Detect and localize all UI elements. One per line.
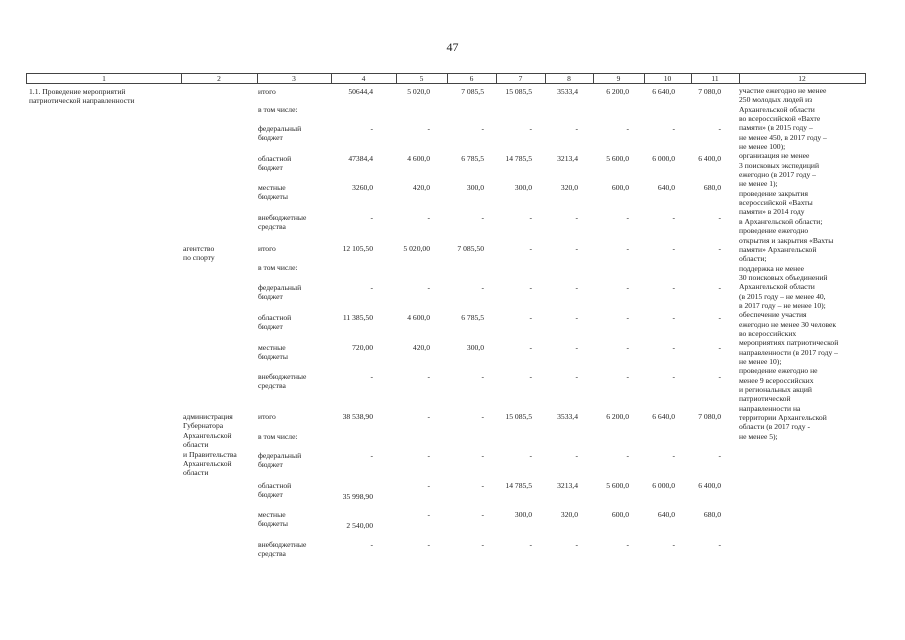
- row-label: бюджеты: [258, 192, 288, 202]
- table-cell-value: 5 600,0: [606, 481, 629, 490]
- table-cell-value: 420,0: [412, 183, 430, 192]
- table-cell-value: -: [575, 343, 578, 352]
- result-line: области (в 2017 году -: [739, 422, 810, 432]
- header-separator: [396, 74, 397, 83]
- table-cell-value: -: [529, 372, 532, 381]
- table-cell-value: 680,0: [703, 510, 721, 519]
- table-cell-value: 6 785,5: [461, 154, 484, 163]
- table-cell-value: -: [718, 244, 721, 253]
- row-label: в том числе:: [258, 105, 298, 114]
- table-cell-value: -: [672, 124, 675, 133]
- header-separator: [691, 74, 692, 83]
- header-separator: [545, 74, 546, 83]
- table-cell-value: 14 785,5: [505, 154, 532, 163]
- table-cell-value: -: [427, 124, 430, 133]
- table-cell-value: -: [370, 124, 373, 133]
- result-line: направленности на: [739, 403, 801, 413]
- table-cell-value: -: [575, 372, 578, 381]
- table-cell-value: -: [370, 213, 373, 222]
- result-line: в 2017 году – не менее 10);: [739, 300, 826, 310]
- table-cell-value: 3260,0: [352, 183, 373, 192]
- table-cell-value: 6 400,0: [698, 481, 721, 490]
- row-label: средства: [258, 549, 286, 559]
- table-cell-value: -: [672, 313, 675, 322]
- table-cell-value: -: [718, 343, 721, 352]
- table-cell-value: 14 785,5: [505, 481, 532, 490]
- result-line: всероссийской «Вахты: [739, 198, 813, 208]
- result-line: не менее 5);: [739, 431, 778, 441]
- header-cell-7: 7: [518, 74, 523, 83]
- table-cell-value: -: [626, 540, 629, 549]
- header-cell-3: 3: [292, 74, 296, 83]
- header-separator: [739, 74, 740, 83]
- table-cell-value: 6 785,5: [461, 313, 484, 322]
- row-label: бюджет: [258, 133, 283, 143]
- table-cell-value: -: [370, 283, 373, 292]
- result-line: открытия и закрытия «Вахты: [739, 235, 834, 245]
- table-cell-value: -: [370, 540, 373, 549]
- result-line: 250 молодых людей из: [739, 95, 813, 105]
- table-cell-value: -: [626, 213, 629, 222]
- table-cell-value: 6 000,0: [652, 154, 675, 163]
- result-line: Архангельской области: [739, 104, 815, 114]
- agency-name: Губернатора: [183, 421, 224, 431]
- header-separator: [447, 74, 448, 83]
- result-line: мероприятиях патриотической: [739, 338, 839, 348]
- table-cell-value: -: [427, 412, 430, 421]
- row-label: областной: [258, 313, 292, 322]
- agency-name: Архангельской: [183, 459, 232, 468]
- agency-name: Архангельской: [183, 430, 232, 440]
- row-label: бюджет: [258, 322, 283, 332]
- table-cell-value: -: [370, 451, 373, 460]
- result-line: и региональных акций: [739, 385, 812, 394]
- row-label: средства: [258, 222, 286, 232]
- row-label: федеральный: [258, 283, 302, 292]
- table-cell-value: 3533,4: [557, 87, 578, 96]
- table-cell-value: 15 085,5: [505, 412, 532, 421]
- table-cell-value: -: [672, 244, 675, 253]
- table-cell-value: 320,0: [560, 183, 578, 192]
- table-cell-value: 6 640,0: [652, 412, 675, 421]
- row-label: внебюджетные: [258, 540, 307, 549]
- header-cell-10: 10: [663, 74, 672, 83]
- table-cell-value: -: [626, 372, 629, 381]
- table-cell-value: -: [672, 283, 675, 292]
- table-cell-value: -: [427, 540, 430, 549]
- table-cell-value: 720,00: [352, 343, 373, 352]
- row-label: бюджет: [258, 163, 283, 173]
- table-cell-value: -: [575, 540, 578, 549]
- table-cell-value: 300,0: [514, 183, 532, 192]
- result-line: организация не менее: [739, 151, 810, 161]
- result-line: во всероссийских: [739, 328, 797, 338]
- table-cell-value: -: [672, 540, 675, 549]
- result-line: обеспечение участия: [739, 310, 807, 320]
- result-line: 3 поисковых экспедиций: [739, 160, 820, 170]
- table-cell-value: 7 085,5: [461, 87, 484, 96]
- row-label: местные: [258, 510, 286, 519]
- table-cell-value: 7 085,50: [457, 244, 484, 253]
- agency-name: области: [183, 468, 209, 478]
- table-cell-value: 3213,4: [557, 481, 578, 490]
- table-cell-value: -: [529, 313, 532, 322]
- row-label: внебюджетные: [258, 372, 307, 381]
- table-cell-value: -: [718, 313, 721, 322]
- table-cell-value: -: [481, 412, 484, 421]
- result-line: не менее 100);: [739, 142, 786, 152]
- table-cell-value: 3533,4: [557, 412, 578, 421]
- table-cell-value: -: [427, 510, 430, 519]
- table-cell-value: -: [529, 213, 532, 222]
- result-line: поддержка не менее: [739, 263, 804, 273]
- row-label: бюджет: [258, 460, 283, 470]
- row-label: бюджеты: [258, 519, 288, 529]
- header-cell-9: 9: [616, 74, 621, 83]
- row-label: итого: [258, 87, 276, 96]
- table-cell-value: -: [427, 283, 430, 292]
- result-line: территории Архангельской: [739, 413, 827, 423]
- table-cell-value: 2 540,00: [346, 521, 373, 530]
- table-cell-value: -: [529, 451, 532, 460]
- table-cell-value: -: [626, 283, 629, 292]
- result-line: ежегодно (в 2017 году –: [739, 170, 816, 180]
- header-separator: [644, 74, 645, 83]
- table-cell-value: 640,0: [657, 510, 675, 519]
- table-cell-value: -: [481, 124, 484, 133]
- table-cell-value: 5 600,0: [606, 154, 629, 163]
- table-cell-value: 15 085,5: [505, 87, 532, 96]
- activity-name: 1.1. Проведение мероприятий: [29, 87, 126, 96]
- result-line: ежегодно не менее 30 человек: [739, 319, 837, 329]
- table-cell-value: 12 105,50: [342, 244, 373, 253]
- table-cell-value: 4 600,0: [407, 154, 430, 163]
- row-label: итого: [258, 244, 276, 253]
- table-cell-value: -: [626, 124, 629, 133]
- table-cell-value: -: [529, 124, 532, 133]
- table-cell-value: 11 385,50: [342, 313, 373, 322]
- result-line: памяти» (в 2015 году –: [739, 123, 813, 133]
- table-cell-value: -: [575, 313, 578, 322]
- table-cell-value: 600,0: [611, 183, 629, 192]
- table-cell-value: -: [481, 283, 484, 292]
- activity-name: патриотической направленности: [29, 96, 135, 106]
- table-cell-value: -: [481, 451, 484, 460]
- row-label: местные: [258, 183, 286, 192]
- table-cell-value: 4 600,0: [407, 313, 430, 322]
- table-cell-value: 600,0: [611, 510, 629, 519]
- header-cell-12: 12: [798, 74, 806, 83]
- table-cell-value: 47384,4: [348, 154, 373, 163]
- result-line: Архангельской области: [739, 282, 815, 292]
- table-cell-value: -: [626, 313, 629, 322]
- page-number: 47: [446, 40, 459, 54]
- result-line: области;: [739, 254, 767, 264]
- header-separator: [496, 74, 497, 83]
- table-cell-value: 5 020,00: [403, 244, 430, 253]
- header-cell-4: 4: [361, 74, 366, 83]
- result-line: в Архангельской области;: [739, 216, 823, 226]
- header-cell-2: 2: [217, 74, 221, 83]
- header-separator: [593, 74, 594, 83]
- table-cell-value: 6 200,0: [606, 412, 629, 421]
- table-cell-value: 6 200,0: [606, 87, 629, 96]
- row-label: областной: [258, 481, 292, 490]
- row-label: областной: [258, 154, 292, 163]
- table-cell-value: 6 640,0: [652, 87, 675, 96]
- header-cell-5: 5: [419, 74, 424, 83]
- row-label: средства: [258, 381, 286, 391]
- table-cell-value: 7 080,0: [698, 87, 721, 96]
- table-cell-value: -: [481, 481, 484, 490]
- header-cell-1: 1: [102, 74, 106, 83]
- table-cell-value: -: [481, 510, 484, 519]
- table-cell-value: 300,0: [466, 183, 484, 192]
- result-line: проведение ежегодно не: [739, 366, 818, 376]
- row-label: внебюджетные: [258, 213, 307, 222]
- agency-name: области: [183, 440, 209, 450]
- table-cell-value: -: [575, 283, 578, 292]
- row-label: итого: [258, 412, 276, 421]
- result-line: не менее 1);: [739, 179, 778, 189]
- table-cell-value: -: [481, 540, 484, 549]
- table-cell-value: 35 998,90: [342, 492, 373, 501]
- table-cell-value: -: [370, 372, 373, 381]
- table-cell-value: -: [626, 451, 629, 460]
- agency-name: и Правительства: [183, 449, 237, 459]
- table-cell-value: 7 080,0: [698, 412, 721, 421]
- table-cell-value: -: [575, 213, 578, 222]
- table-cell-value: 300,0: [514, 510, 532, 519]
- result-line: направленности (в 2017 году –: [739, 347, 838, 357]
- row-label: в том числе:: [258, 263, 298, 272]
- table-cell-value: 38 538,90: [342, 412, 373, 421]
- header-cell-8: 8: [567, 74, 571, 83]
- table-cell-value: -: [481, 372, 484, 381]
- table-cell-value: -: [718, 283, 721, 292]
- result-line: не менее 450, в 2017 году –: [739, 132, 827, 142]
- row-label: местные: [258, 343, 286, 352]
- row-label: федеральный: [258, 451, 302, 460]
- result-line: памяти» в 2014 году: [739, 207, 805, 217]
- header-separator: [181, 74, 182, 83]
- table-cell-value: -: [575, 451, 578, 460]
- row-label: бюджеты: [258, 352, 288, 362]
- table-cell-value: -: [481, 213, 484, 222]
- table-cell-value: -: [672, 343, 675, 352]
- table-cell-value: -: [427, 213, 430, 222]
- result-line: (в 2015 году – не менее 40,: [739, 291, 826, 301]
- table-cell-value: 5 020,0: [407, 87, 430, 96]
- table-cell-value: 320,0: [560, 510, 578, 519]
- table-cell-value: 3213,4: [557, 154, 578, 163]
- result-line: во всероссийской «Вахте: [739, 114, 821, 124]
- expected-results-column: [739, 86, 869, 441]
- table-cell-value: 420,0: [412, 343, 430, 352]
- table-cell-value: -: [529, 283, 532, 292]
- table-cell-value: -: [718, 372, 721, 381]
- result-line: не менее 10);: [739, 356, 782, 366]
- table-cell-value: -: [529, 540, 532, 549]
- table-cell-value: -: [575, 124, 578, 133]
- row-label: федеральный: [258, 124, 302, 133]
- table-cell-value: -: [427, 372, 430, 381]
- table-cell-value: 6 000,0: [652, 481, 675, 490]
- header-separator: [331, 74, 332, 83]
- row-label: в том числе:: [258, 432, 298, 441]
- agency-name: администрация: [183, 412, 233, 421]
- agency-name: по спорту: [183, 253, 215, 263]
- agency-name: агентство: [183, 244, 215, 253]
- table-header-row: [26, 73, 866, 84]
- result-line: патриотической: [739, 394, 791, 404]
- table-cell-value: -: [626, 343, 629, 352]
- row-label: бюджет: [258, 490, 283, 500]
- table-cell-value: -: [672, 213, 675, 222]
- result-line: памяти» Архангельской: [739, 244, 817, 254]
- result-line: менее 9 всероссийских: [739, 375, 814, 385]
- table-cell-value: -: [575, 244, 578, 253]
- table-cell-value: -: [626, 244, 629, 253]
- table-cell-value: -: [718, 213, 721, 222]
- row-label: бюджет: [258, 292, 283, 302]
- table-cell-value: -: [718, 451, 721, 460]
- table-cell-value: -: [718, 124, 721, 133]
- result-line: проведение ежегодно: [739, 226, 809, 236]
- table-cell-value: -: [529, 244, 532, 253]
- result-line: проведение закрытия: [739, 188, 808, 198]
- table-cell-value: 680,0: [703, 183, 721, 192]
- table-cell-value: 640,0: [657, 183, 675, 192]
- result-line: 30 поисковых объединений: [739, 272, 828, 282]
- result-line: участие ежегодно не менее: [739, 86, 827, 95]
- header-cell-6: 6: [469, 74, 474, 83]
- header-separator: [257, 74, 258, 83]
- table-cell-value: -: [672, 372, 675, 381]
- table-cell-value: -: [672, 451, 675, 460]
- table-cell-value: -: [529, 343, 532, 352]
- header-cell-11: 11: [711, 74, 719, 83]
- table-cell-value: 6 400,0: [698, 154, 721, 163]
- table-cell-value: 300,0: [466, 343, 484, 352]
- table-cell-value: -: [718, 540, 721, 549]
- table-cell-value: 50644,4: [348, 87, 373, 96]
- table-cell-value: -: [427, 481, 430, 490]
- table-cell-value: -: [427, 451, 430, 460]
